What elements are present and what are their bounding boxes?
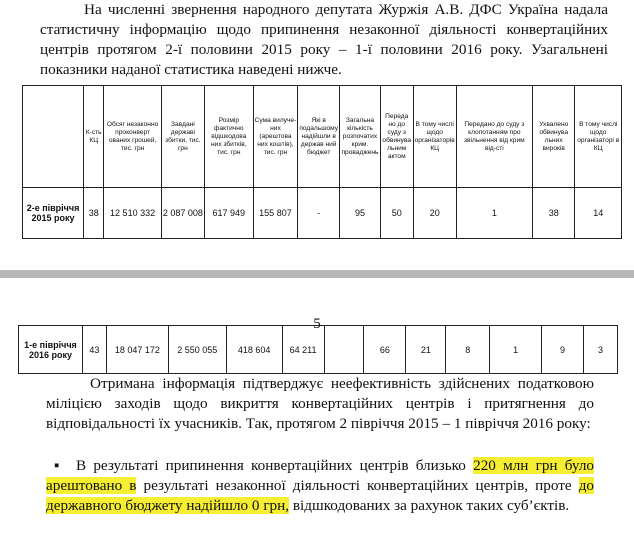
table-cell: 66 xyxy=(364,326,406,374)
table-row xyxy=(23,188,622,239)
header-cell xyxy=(23,86,84,188)
table-cell: 418 604 xyxy=(226,326,282,374)
table-cell: 14 xyxy=(575,188,622,239)
table-header-row xyxy=(23,86,622,188)
statistics-table-part-2 xyxy=(18,325,618,374)
table-cell: 50 xyxy=(380,188,413,239)
table-cell: 12 510 332 xyxy=(104,188,161,239)
table-cell: - xyxy=(298,188,340,239)
table-cell: 38 xyxy=(532,188,575,239)
page-separator xyxy=(0,270,634,278)
bullet-item xyxy=(46,456,594,516)
bullet-text-part3: відшкодованих за рахунок таких суб’єктів. xyxy=(292,497,570,514)
row-label: 2-е півріччя 2015 року xyxy=(23,188,84,239)
statistics-table-part-1 xyxy=(22,85,622,239)
header-cell: Сума вилуче-них (арештова них коштів), тис. грн xyxy=(253,86,298,188)
header-cell: Ухвалено обвинува льних вироків xyxy=(532,86,575,188)
header-cell: Розмір фактично відшкодова них збитків, тис. грн xyxy=(205,86,254,188)
table-row xyxy=(19,326,618,374)
table-cell: 64 211 xyxy=(282,326,324,374)
table-cell xyxy=(324,326,364,374)
header-cell: К-сть КЦ xyxy=(84,86,104,188)
page-number: 5 xyxy=(313,316,321,332)
table-cell: 18 047 172 xyxy=(106,326,168,374)
header-cell: Завдані державі збитки, тис. грн xyxy=(161,86,204,188)
header-cell: Обсяг незаконно проконверт ованих грошей, тис. грн xyxy=(104,86,161,188)
highlighted-budget: до державного бюджету надійшло 0 грн, xyxy=(46,477,595,514)
table-cell: 2 087 008 xyxy=(161,188,204,239)
header-cell: Загальна кількість розпочатих крим. проваджень xyxy=(340,86,381,188)
document-page-bottom xyxy=(0,278,634,540)
header-cell: В тому числі щодо організаторів КЦ xyxy=(413,86,456,188)
header-cell: В тому числі щодо організаторі в КЦ xyxy=(575,86,622,188)
conclusion-paragraph: Отримана інформація підтверджує неефективність здійснених податковою міліцією заходів щодо викриття конвертаційних центрів і притягнення до відповідальності їх учасників. Так, протягом 2 півріччя 2015 – 1 півріччя 2016 року: xyxy=(46,375,594,432)
row-label: 1-е півріччя 2016 року xyxy=(19,326,83,374)
bullet-text-part1: В результаті припинення конвертаційних центрів близько xyxy=(76,457,466,474)
square-bullet-icon: ▪ xyxy=(54,457,60,474)
intro-paragraph: На численні звернення народного депутата Журжія А.В. ДФС Україна надала статистичну інформацію щодо припинення незаконної діяльності конвертаційних центрів протягом 2-ї половини 2015 року – 1-ї половини 2016 року. Узагальнені показники наданої статистика наведені нижче. xyxy=(40,1,608,78)
header-cell: Переда но до суду з обвинува льним актом xyxy=(380,86,413,188)
table-cell: 1 xyxy=(490,326,542,374)
table-cell: 2 550 055 xyxy=(168,326,226,374)
table-cell: 9 xyxy=(542,326,584,374)
table-cell: 95 xyxy=(340,188,381,239)
table-cell: 3 xyxy=(583,326,617,374)
table-cell: 38 xyxy=(84,188,104,239)
bullet-text-part2: результаті незаконної діяльності конвертаційних центрів, проте xyxy=(143,477,572,494)
table-cell: 1 xyxy=(456,188,532,239)
header-cell: Передано до суду з клопотанням про звільнення від крим від-сті xyxy=(456,86,532,188)
table-cell: 20 xyxy=(413,188,456,239)
header-cell: Які в подальшому надійшли в держав ний бюджет xyxy=(298,86,340,188)
table-cell: 155 807 xyxy=(253,188,298,239)
table-cell: 21 xyxy=(406,326,446,374)
highlighted-amount: 220 млн грн було арештовано в xyxy=(46,457,595,494)
table-cell: 43 xyxy=(82,326,106,374)
table-cell: 8 xyxy=(446,326,490,374)
table-cell: 617 949 xyxy=(205,188,254,239)
